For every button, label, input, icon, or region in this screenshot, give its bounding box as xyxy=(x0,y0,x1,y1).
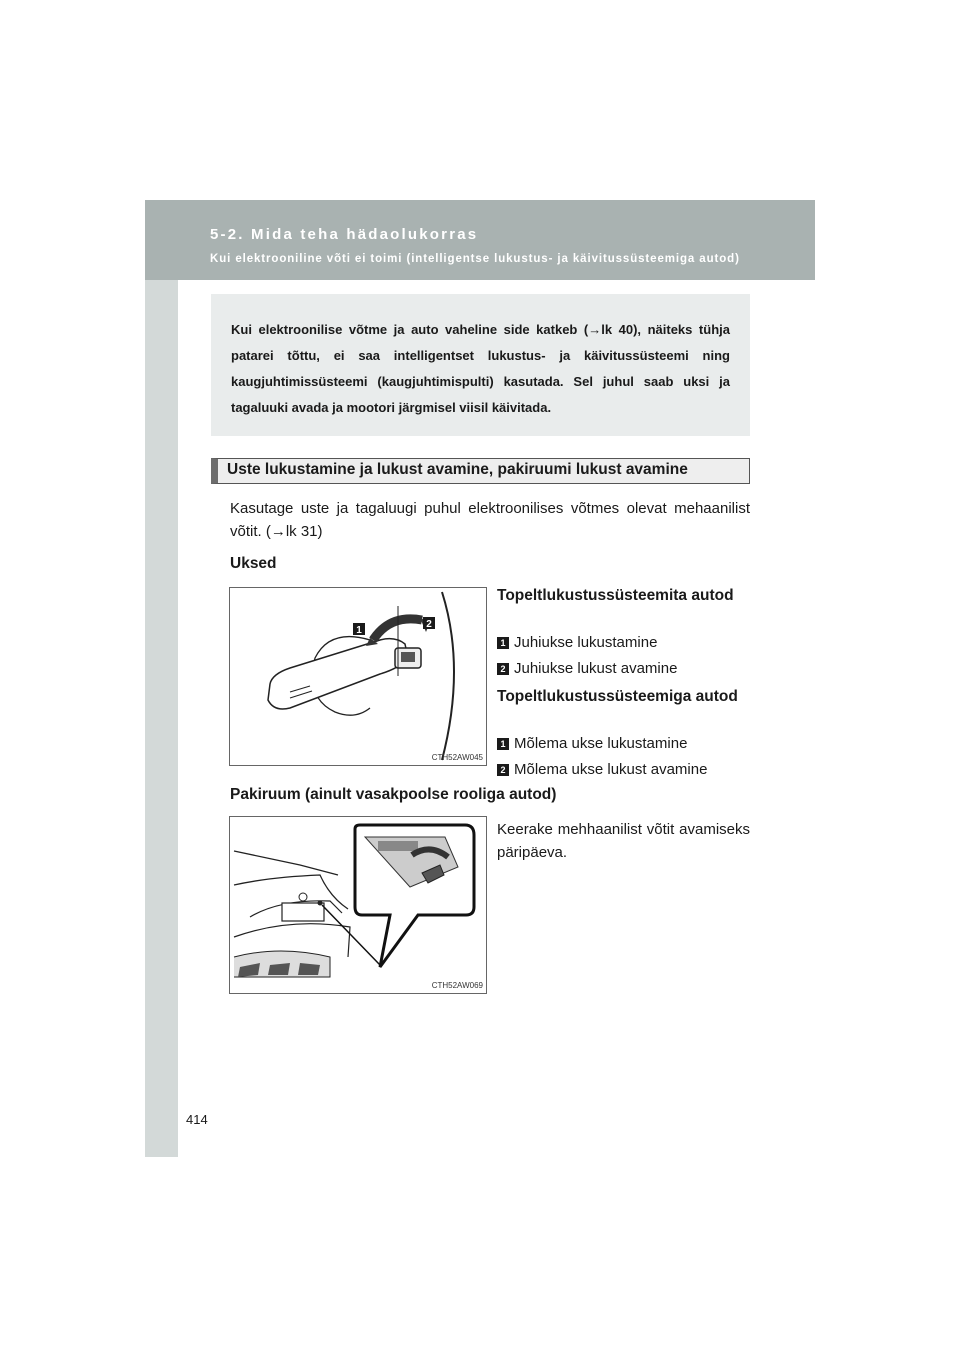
number-badge: 1 xyxy=(497,738,509,750)
list-item-text: Juhiukse lukust avamine xyxy=(514,660,678,677)
number-badge: 2 xyxy=(497,663,509,675)
svg-text:2: 2 xyxy=(426,619,432,630)
figure-code: CTH52AW069 xyxy=(431,981,483,990)
doors-heading: Uksed xyxy=(230,555,277,572)
list-item xyxy=(497,634,657,651)
trunk-illustration xyxy=(230,817,486,993)
number-badge: 1 xyxy=(497,637,509,649)
group2-title: Topeltlukustussüsteemiga autod xyxy=(497,688,738,705)
page-number: 414 xyxy=(186,1112,208,1127)
trunk-instruction: Keerake mehhaanilist võtit avamiseks päripäeva. xyxy=(497,821,750,861)
list-item-text: Mõlema ukse lukust avamine xyxy=(514,761,708,778)
trunk-figure xyxy=(229,816,487,994)
section-title: 5-2. Mida teha hädaolukorras xyxy=(210,226,479,243)
group1-title: Topeltlukustussüsteemita autod xyxy=(497,587,734,604)
section-subtitle: Kui elektrooniline võti ei toimi (intelligentse lukustus- ja käivitussüsteemiga autod) xyxy=(210,253,740,265)
door-handle-illustration xyxy=(230,588,486,765)
body-paragraph: Kasutage uste ja tagaluugi puhul elektroonilises võtmes olevat mehaanilist võtit. (→lk 31) xyxy=(230,500,750,540)
number-badge: 2 xyxy=(497,764,509,776)
intro-box xyxy=(211,294,750,436)
chapter-header xyxy=(145,200,815,280)
list-item xyxy=(497,761,707,778)
list-item xyxy=(497,735,687,752)
list-item-text: Juhiukse lukustamine xyxy=(514,634,658,651)
door-handle-figure xyxy=(229,587,487,766)
svg-text:1: 1 xyxy=(356,625,362,636)
figure-code: CTH52AW045 xyxy=(431,753,483,762)
list-item xyxy=(497,660,677,677)
list-item-text: Mõlema ukse lukustamine xyxy=(514,735,688,752)
trunk-heading: Pakiruum (ainult vasakpoolse rooliga autod) xyxy=(230,786,557,803)
intro-text: Kui elektroonilise võtme ja auto vaheline side katkeb (→lk 40), näiteks tühja patarei tõttu, ei saa intelligentset lukustus- ja käivitussüsteemi ning kaugjuhtimissüsteemi (kaugjuhtimispulti) kasutada. Sel juhul saab uksi ja tagaluuki avada ja mootori järgmisel viisil käivitada. xyxy=(231,322,730,415)
left-margin-strip xyxy=(145,200,178,1157)
section-heading: Uste lukustamine ja lukust avamine, pakiruumi lukust avamine xyxy=(211,458,750,484)
